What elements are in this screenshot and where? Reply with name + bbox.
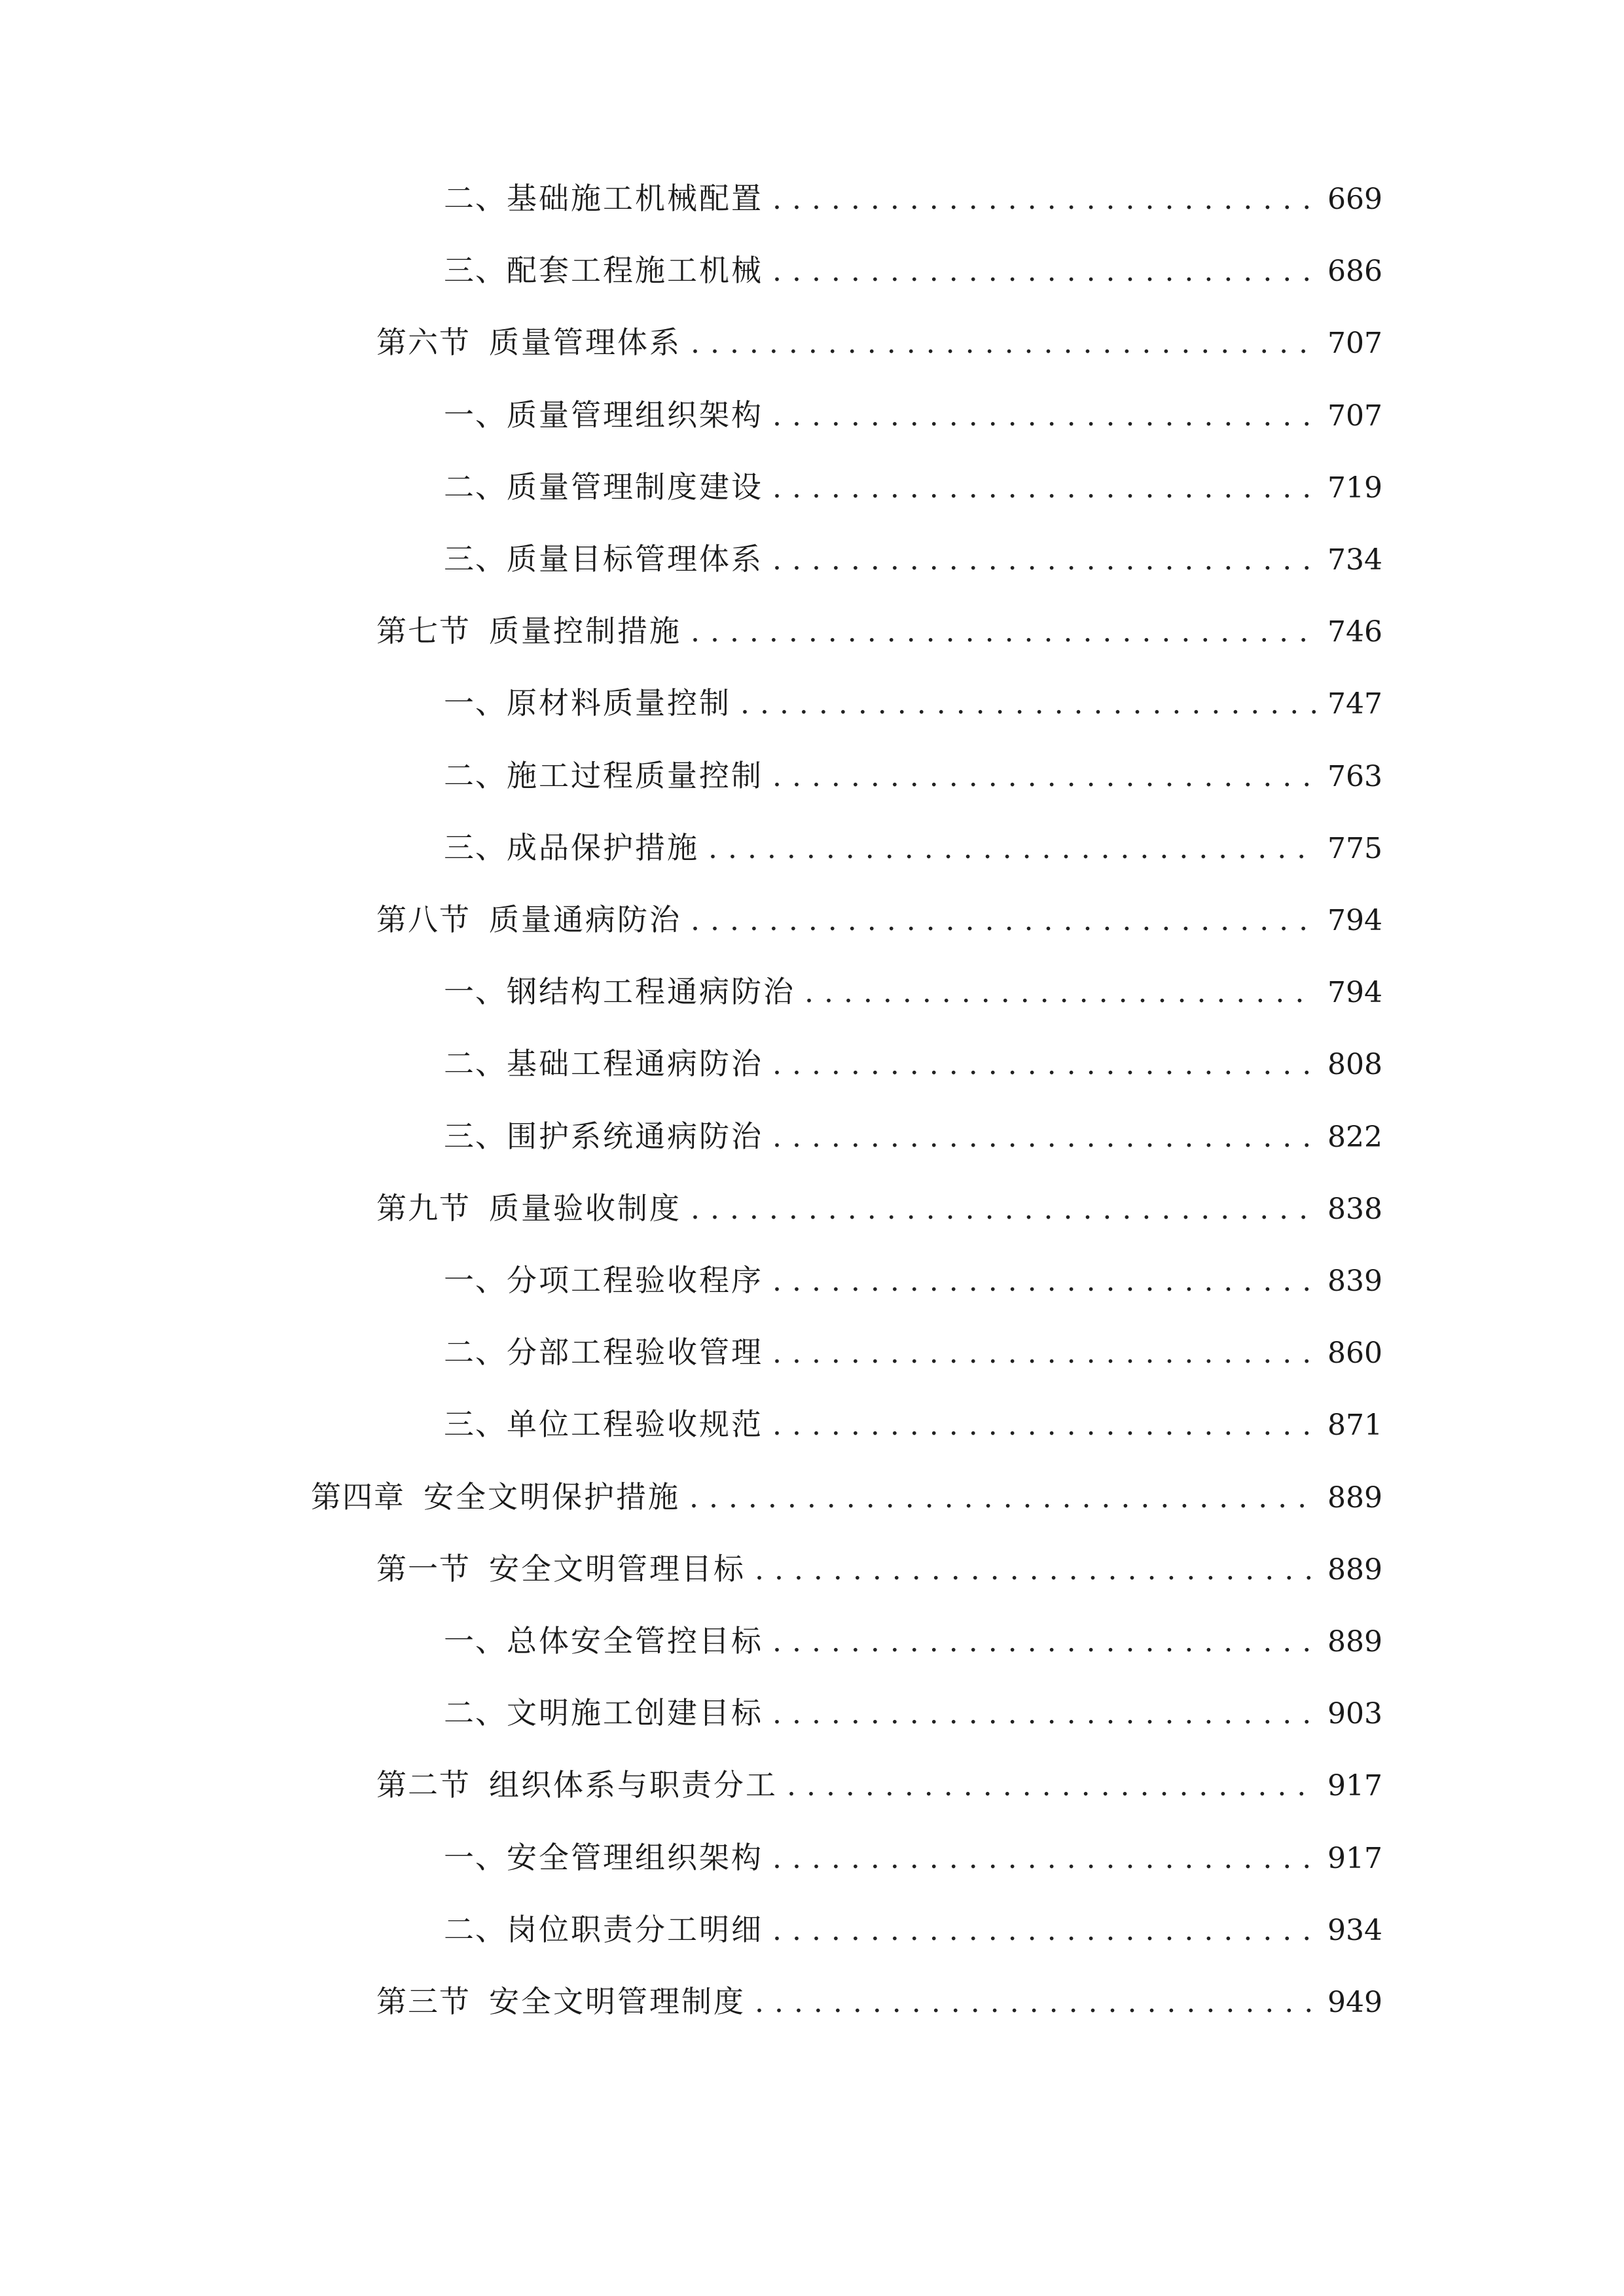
toc-entry-item[interactable] (444, 1329, 1380, 1375)
toc-entry-page-number: 763 (1327, 759, 1382, 793)
toc-entry-page-number: 669 (1327, 183, 1382, 216)
dot-leader (772, 249, 1316, 295)
toc-entry-title: 文明施工创建目标 (507, 1695, 763, 1731)
toc-entry-page-number: 747 (1327, 687, 1382, 721)
dot-leader (787, 1763, 1316, 1809)
toc-entry-title: 原材料质量控制 (507, 685, 731, 721)
toc-entry-item[interactable] (444, 1835, 1380, 1880)
dot-leader (740, 681, 1316, 727)
toc-entry-prefix: 三、 (444, 253, 507, 289)
toc-entry-prefix: 二、 (444, 1046, 507, 1082)
toc-entry-title: 安全管理组织架构 (507, 1839, 763, 1875)
toc-entry-title: 质量管理体系 (489, 325, 681, 361)
toc-entry-prefix: 一、 (444, 974, 507, 1010)
toc-entry-item[interactable] (444, 1401, 1380, 1447)
toc-entry-page-number: 838 (1327, 1192, 1382, 1226)
dot-leader (772, 1908, 1316, 1954)
dot-leader (691, 321, 1316, 367)
dot-leader (772, 177, 1316, 223)
toc-entry-page-number: 794 (1327, 976, 1382, 1010)
toc-entry-item[interactable] (444, 1907, 1380, 1952)
toc-entry-prefix: 三、 (444, 829, 507, 865)
toc-entry-section[interactable] (376, 1979, 1380, 2024)
dot-leader (772, 1331, 1316, 1376)
toc-entry-item[interactable] (444, 1690, 1380, 1736)
toc-entry-section[interactable] (376, 897, 1380, 942)
toc-entry-prefix: 第三节 (376, 1984, 471, 2019)
toc-entry-page-number: 934 (1327, 1913, 1382, 1947)
dot-leader (772, 1691, 1316, 1737)
toc-entry-title: 围护系统通病防治 (507, 1118, 763, 1154)
toc-entry-title: 质量控制措施 (489, 613, 681, 649)
toc-entry-item[interactable] (444, 175, 1380, 221)
toc-entry-page-number: 775 (1327, 831, 1382, 865)
toc-entry-page-number: 808 (1327, 1048, 1382, 1082)
toc-entry-section[interactable] (376, 1546, 1380, 1592)
dot-leader (772, 1115, 1316, 1160)
toc-entry-page-number: 707 (1327, 399, 1382, 433)
toc-entry-prefix: 一、 (444, 1839, 507, 1875)
toc-entry-item[interactable] (444, 1041, 1380, 1086)
toc-entry-title: 总体安全管控目标 (507, 1623, 763, 1659)
dot-leader (772, 754, 1316, 800)
toc-entry-page-number: 917 (1327, 1769, 1382, 1803)
dot-leader (772, 1619, 1316, 1665)
toc-entry-chapter[interactable] (311, 1474, 1380, 1520)
toc-entry-title: 组织体系与职责分工 (489, 1767, 778, 1803)
toc-entry-prefix: 第七节 (376, 613, 471, 649)
toc-entry-title: 分项工程验收程序 (507, 1263, 763, 1298)
toc-entry-prefix: 二、 (444, 1335, 507, 1371)
toc-entry-title: 分部工程验收管理 (507, 1335, 763, 1371)
dot-leader (755, 1547, 1316, 1593)
toc-entry-item[interactable] (444, 753, 1380, 798)
toc-entry-page-number: 686 (1327, 255, 1382, 289)
toc-entry-title: 质量管理组织架构 (507, 397, 763, 433)
toc-entry-prefix: 一、 (444, 1623, 507, 1659)
toc-entry-item[interactable] (444, 1618, 1380, 1664)
toc-entry-prefix: 一、 (444, 1263, 507, 1298)
toc-entry-page-number: 871 (1327, 1408, 1382, 1443)
toc-entry-section[interactable] (376, 608, 1380, 654)
toc-entry-prefix: 第九节 (376, 1190, 471, 1226)
toc-entry-section[interactable] (376, 1762, 1380, 1808)
toc-entry-item[interactable] (444, 969, 1380, 1014)
toc-entry-title: 安全文明管理目标 (489, 1551, 746, 1587)
toc-entry-page-number: 903 (1327, 1697, 1382, 1731)
dot-leader (708, 826, 1316, 872)
toc-entry-prefix: 二、 (444, 1911, 507, 1947)
dot-leader (691, 1187, 1316, 1232)
dot-leader (804, 970, 1316, 1016)
toc-entry-title: 质量管理制度建设 (507, 469, 763, 505)
dot-leader (772, 1836, 1316, 1882)
toc-entry-page-number: 746 (1327, 615, 1382, 649)
toc-entry-title: 质量目标管理体系 (507, 541, 763, 577)
toc-entry-page-number: 949 (1327, 1986, 1382, 2019)
toc-entry-page-number: 917 (1327, 1841, 1382, 1875)
toc-entry-prefix: 第一节 (376, 1551, 471, 1587)
toc-entry-item[interactable] (444, 464, 1380, 510)
toc-entry-item[interactable] (444, 1257, 1380, 1303)
toc-entry-page-number: 707 (1327, 327, 1382, 361)
dot-leader (772, 1403, 1316, 1448)
toc-entry-section[interactable] (376, 319, 1380, 365)
toc-entry-title: 钢结构工程通病防治 (507, 974, 795, 1010)
toc-entry-prefix: 二、 (444, 469, 507, 505)
toc-entry-title: 安全文明保护措施 (424, 1479, 680, 1515)
toc-entry-prefix: 第八节 (376, 902, 471, 937)
toc-entry-prefix: 第二节 (376, 1767, 471, 1803)
toc-entry-page-number: 889 (1327, 1552, 1382, 1587)
toc-entry-page-number: 860 (1327, 1336, 1382, 1371)
toc-entry-prefix: 二、 (444, 1695, 507, 1731)
toc-entry-title: 安全文明管理制度 (489, 1984, 746, 2019)
toc-entry-item[interactable] (444, 825, 1380, 870)
toc-entry-prefix: 二、 (444, 181, 507, 216)
toc-entry-prefix: 第六节 (376, 325, 471, 361)
toc-entry-page-number: 889 (1327, 1625, 1382, 1659)
toc-entry-prefix: 一、 (444, 685, 507, 721)
toc-entry-section[interactable] (376, 1185, 1380, 1231)
toc-entry-prefix: 二、 (444, 757, 507, 793)
toc-entry-title: 质量通病防治 (489, 902, 681, 937)
dot-leader (772, 1259, 1316, 1304)
dot-leader (772, 537, 1316, 583)
toc-entry-item[interactable] (444, 536, 1380, 582)
dot-leader (772, 465, 1316, 511)
toc-entry-item[interactable] (444, 1113, 1380, 1159)
toc-entry-item[interactable] (444, 680, 1380, 726)
toc-entry-prefix: 一、 (444, 397, 507, 433)
dot-leader (772, 393, 1316, 439)
toc-entry-title: 成品保护措施 (507, 829, 699, 865)
toc-entry-prefix: 三、 (444, 1407, 507, 1443)
toc-entry-prefix: 第四章 (311, 1479, 405, 1515)
toc-entry-item[interactable] (444, 247, 1380, 293)
toc-entry-page-number: 719 (1327, 471, 1382, 505)
dot-leader (691, 898, 1316, 944)
toc-entry-title: 岗位职责分工明细 (507, 1911, 763, 1947)
toc-entry-title: 基础工程通病防治 (507, 1046, 763, 1082)
toc-entry-item[interactable] (444, 392, 1380, 438)
toc-entry-title: 基础施工机械配置 (507, 181, 763, 216)
dot-leader (689, 1475, 1316, 1521)
dot-leader (691, 609, 1316, 655)
toc-entry-page-number: 794 (1327, 904, 1382, 937)
toc-entry-page-number: 889 (1327, 1480, 1382, 1515)
toc-entry-title: 单位工程验收规范 (507, 1407, 763, 1443)
dot-leader (755, 1980, 1316, 2026)
toc-entry-page-number: 734 (1327, 543, 1382, 577)
toc-entry-title: 配套工程施工机械 (507, 253, 763, 289)
toc-entry-prefix: 三、 (444, 541, 507, 577)
toc-entry-title: 施工过程质量控制 (507, 757, 763, 793)
toc-entry-page-number: 839 (1327, 1265, 1382, 1298)
toc-entry-prefix: 三、 (444, 1118, 507, 1154)
toc-entry-title: 质量验收制度 (489, 1190, 681, 1226)
dot-leader (772, 1042, 1316, 1088)
toc-entry-page-number: 822 (1327, 1120, 1382, 1154)
